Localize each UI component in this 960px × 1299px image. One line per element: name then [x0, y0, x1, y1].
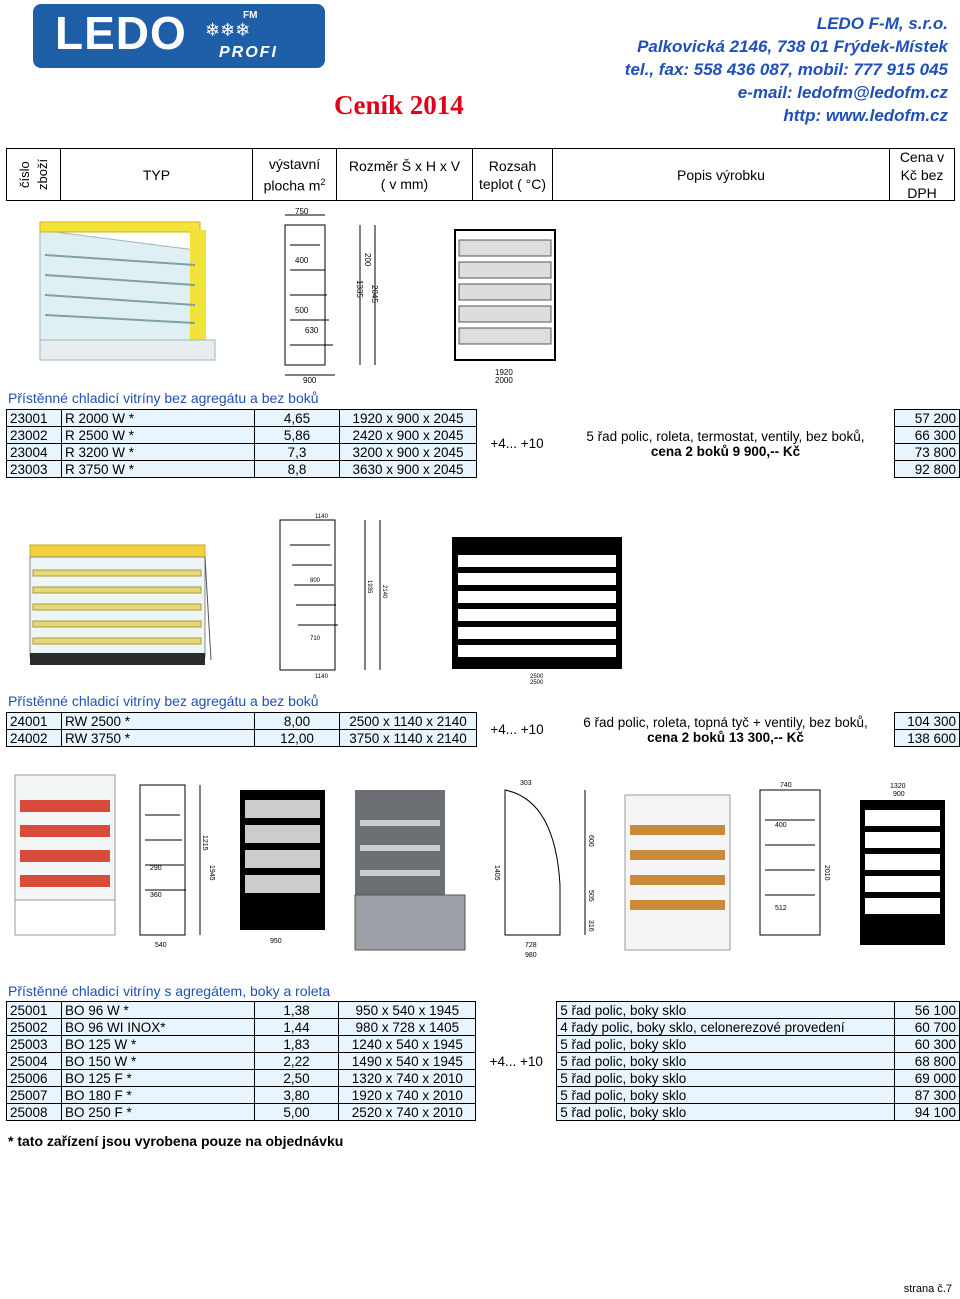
table-row: 23002 R 2500 W * 5,86 2420 x 900 x 2045 66 300	[7, 427, 960, 444]
svg-text:2500: 2500	[530, 674, 544, 680]
table-row: 23001 R 2000 W * 4,65 1920 x 900 x 2045 +4... +10 5 řad polic, roleta, termostat, ventily, bez boků, cena 2 boků 9 900,-- Kč 57 200	[7, 410, 960, 427]
svg-text:1320: 1320	[890, 783, 906, 790]
footnote: * tato zařízení jsou vyrobena pouze na objednávku	[8, 1133, 344, 1149]
svg-text:900: 900	[893, 791, 905, 798]
svg-text:750: 750	[295, 207, 309, 216]
front-drawing-r-series	[445, 220, 565, 390]
svg-text:800: 800	[310, 578, 321, 584]
svg-text:400: 400	[775, 822, 787, 829]
contact-block	[625, 12, 948, 127]
side-drawing-bo96-inox	[485, 775, 610, 960]
snowflake-icon: ❄❄❄	[205, 20, 251, 40]
side-drawing-bo-f	[750, 775, 840, 960]
table-row: 25007 BO 180 F * 3,80 1920 x 740 x 2010 5 řad polic, boky sklo 87 300	[7, 1087, 960, 1104]
svg-text:200: 200	[363, 253, 372, 267]
table-row: 25001 BO 96 W * 1,38 950 x 540 x 1945 +4... +10 5 řad polic, boky sklo 56 100	[7, 1002, 960, 1019]
svg-text:500: 500	[295, 306, 309, 315]
section3-temp: +4... +10	[476, 1002, 557, 1121]
svg-text:400: 400	[295, 256, 309, 265]
svg-text:1140: 1140	[315, 514, 328, 520]
svg-text:1920: 1920	[495, 368, 513, 377]
side-drawing-bo96	[130, 775, 220, 950]
section2-desc: 6 řad polic, roleta, topná tyč + ventily, bez boků, cena 2 boků 13 300,-- Kč	[557, 713, 895, 747]
header-price: Cena v Kč bez DPH	[899, 148, 945, 201]
front-drawing-rw-series	[450, 535, 625, 685]
company-address: Palkovická 2146, 738 01 Frýdek-Místek	[637, 37, 948, 56]
company-email[interactable]: e-mail: ledofm@ledofm.cz	[737, 83, 948, 102]
company-web[interactable]: http: www.ledofm.cz	[783, 106, 948, 125]
header-area: výstavní plocha $m^2$	[253, 149, 337, 200]
table-row: 24001 RW 2500 * 8,00 2500 x 1140 x 2140 +4... +10 6 řad polic, roleta, topná tyč + ventily, bez boků, cena 2 boků 13 300,-- Kč 104 300	[7, 713, 960, 730]
svg-text:900: 900	[303, 376, 317, 385]
svg-text:728: 728	[525, 942, 537, 949]
product-photo-rw-series	[25, 535, 215, 675]
section1-desc: 5 řad polic, roleta, termostat, ventily, bez boků, cena 2 boků 9 900,-- Kč	[557, 410, 895, 478]
svg-text:290: 290	[150, 865, 162, 872]
product-photo-bo96-inox	[350, 785, 475, 955]
table-header	[6, 148, 955, 201]
svg-text:1335: 1335	[355, 280, 364, 298]
svg-text:1945: 1945	[208, 865, 215, 881]
svg-text:630: 630	[305, 326, 319, 335]
table-row: 25006 BO 125 F * 2,50 1320 x 740 x 2010 5 řad polic, boky sklo 69 000	[7, 1070, 960, 1087]
svg-text:1405: 1405	[493, 865, 500, 881]
svg-text:360: 360	[150, 892, 162, 899]
table-row: 25002 BO 96 WI INOX* 1,44 980 x 728 x 1405 4 řady polic, boky sklo, celonerezové provedení 60 700	[7, 1019, 960, 1036]
svg-text:540: 540	[155, 942, 167, 949]
side-drawing-rw-series	[270, 510, 410, 680]
logo-profi: PROFI	[219, 44, 278, 61]
logo-text: LEDO	[55, 7, 187, 59]
header-temperature: Rozsah teplot ( °C)	[473, 149, 553, 200]
svg-text:2010: 2010	[823, 865, 830, 881]
section3-table	[6, 1001, 960, 1121]
section2-title: Přístěnné chladicí vitríny bez agregátu a bez boků	[8, 693, 319, 709]
section2-table	[6, 712, 960, 747]
svg-text:1215: 1215	[201, 835, 208, 851]
header-description: Popis výrobku	[553, 149, 890, 200]
company-name: LEDO F-M, s.r.o.	[816, 14, 948, 33]
pricelist-title: Ceník 2014	[334, 90, 464, 120]
front-drawing-bo96	[235, 785, 330, 950]
header-dimensions: Rozměr Š x H x V ( v mm)	[337, 149, 473, 200]
section3-title: Přístěnné chladicí vitríny s agregátem, boky a roleta	[8, 983, 331, 999]
table-row: 23004 R 3200 W * 7,3 3200 x 900 x 2045 73 800	[7, 444, 960, 461]
front-drawing-bo-f	[855, 780, 950, 955]
svg-text:710: 710	[310, 636, 321, 642]
table-row: 25004 BO 150 W * 2,22 1490 x 540 x 1945 5 řad polic, boky sklo 68 800	[7, 1053, 960, 1070]
product-photo-bo96	[10, 770, 125, 940]
side-drawing-r-series	[265, 205, 395, 385]
svg-text:505: 505	[587, 890, 594, 902]
company-logo	[33, 4, 325, 68]
svg-text:980: 980	[525, 952, 537, 959]
company-phone: tel., fax: 558 436 087, mobil: 777 915 045	[624, 60, 948, 79]
svg-text:316: 316	[587, 920, 594, 932]
svg-text:2140: 2140	[381, 585, 387, 599]
table-row: 23003 R 3750 W * 8,8 3630 x 900 x 2045 92 800	[7, 461, 960, 478]
svg-text:303: 303	[520, 780, 532, 787]
svg-text:1140: 1140	[315, 674, 328, 680]
logo-fm: FM	[243, 10, 258, 21]
svg-text:1935: 1935	[366, 580, 372, 594]
table-row: 25008 BO 250 F * 5,00 2520 x 740 x 2010 5 řad polic, boky sklo 94 100	[7, 1104, 960, 1121]
svg-text:600: 600	[587, 835, 594, 847]
table-row: 25003 BO 125 W * 1,83 1240 x 540 x 1945 5 řad polic, boky sklo 60 300	[7, 1036, 960, 1053]
section2-temp: +4... +10	[477, 713, 558, 747]
section1-title: Přístěnné chladicí vitríny bez agregátu a bez boků	[8, 390, 319, 406]
page-number: strana č.7	[903, 1283, 952, 1295]
svg-text:2500: 2500	[530, 680, 544, 685]
svg-text:950: 950	[270, 938, 282, 945]
section1-table	[6, 409, 960, 478]
table-row: 24002 RW 3750 * 12,00 3750 x 1140 x 2140 138 600	[7, 730, 960, 747]
product-photo-bo-f	[620, 790, 740, 955]
svg-text:2045: 2045	[370, 285, 379, 303]
header-type: TYP	[61, 149, 253, 200]
svg-text:740: 740	[780, 782, 792, 789]
product-photo-r-series	[30, 210, 220, 370]
svg-text:512: 512	[775, 905, 787, 912]
header-number: číslo zboží	[7, 149, 61, 200]
svg-text:2000: 2000	[495, 376, 513, 385]
section1-temp: +4... +10	[477, 410, 558, 478]
